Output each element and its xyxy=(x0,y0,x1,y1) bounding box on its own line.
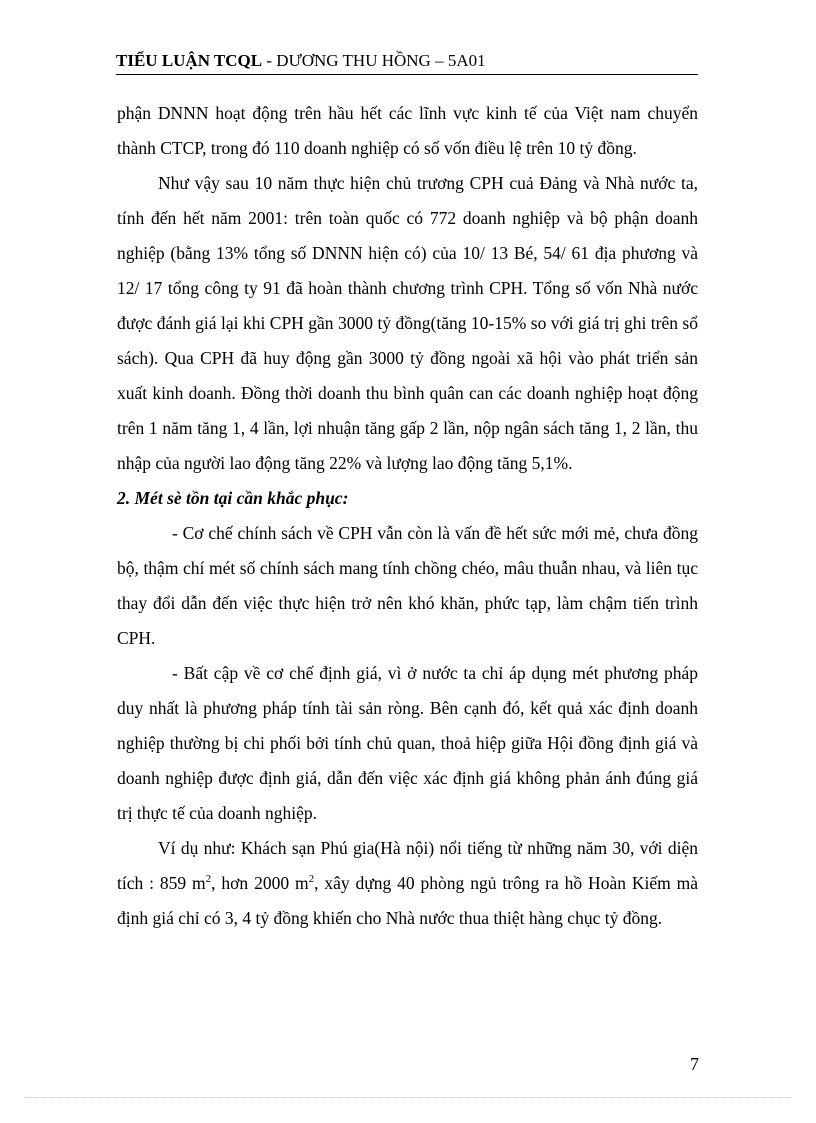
header-title-rest: - DƯƠNG THU HỒNG – 5A01 xyxy=(262,51,486,70)
paragraph-valuation-issue: - Bất cập về cơ chế định giá, vì ở nước ta chỉ áp dụng mét phương pháp duy nhất là phương pháp tính tài sản ròng. Bên cạnh đó, kết quả xác định doanh nghiệp thường bị chi phối bởi tính chủ quan, thoả hiệp giữa Hội đồng định giá và doanh nghiệp được định giá, dẫn đến việc xác định giá không phản ánh đúng giá trị thực tế của doanh nghiệp. xyxy=(117,663,698,823)
example-text-a: Ví dụ như: Khách sạn Phú gia(Hà nội) nổi tiếng từ những năm 30, với diện tích : 859 m xyxy=(117,838,698,893)
paragraph-policy-issue: - Cơ chế chính sách về CPH vẫn còn là vấn đề hết sức mới mẻ, chưa đồng bộ, thậm chí mét số chính sách mang tính chồng chéo, mâu thuẫn nhau, và liên tục thay đổi dẫn đến việc thực hiện trở nên khó khăn, phức tạp, làm chậm tiến trình CPH. xyxy=(117,523,698,648)
page-header xyxy=(116,50,698,75)
superscript-2: 2 xyxy=(308,873,315,886)
superscript-1: 2 xyxy=(205,873,212,886)
page-number: 7 xyxy=(690,1054,699,1074)
document-body xyxy=(117,96,698,936)
header-title-bold: TIỂU LUẬN TCQL xyxy=(116,51,263,70)
example-text-b: , hơn 2000 m xyxy=(211,873,309,893)
paragraph-continuation: phận DNNN hoạt động trên hầu hết các lĩnh vực kinh tế của Việt nam chuyển thành CTCP, trong đó 110 doanh nghiệp có số vốn điều lệ trên 10 tỷ đồng. xyxy=(117,103,698,158)
paragraph-example xyxy=(117,831,698,936)
section-heading: 2. Mét sè tồn tại cần khắc phục: xyxy=(117,488,349,508)
footer-divider xyxy=(24,1097,792,1098)
example-text-c: , xây dựng 40 phòng ngủ trông ra hồ Hoàn Kiếm mà định giá chỉ có 3, 4 tỷ đồng khiến cho Nhà nước thua thiệt hàng chục tỷ đồng. xyxy=(117,873,699,928)
paragraph-summary: Như vậy sau 10 năm thực hiện chủ trương CPH cuả Đảng và Nhà nước ta, tính đến hết năm 2001: trên toàn quốc có 772 doanh nghiệp và bộ phận doanh nghiệp (bằng 13% tổng số DNNN hiện có) của 10/ 13 Bé, 54/ 61 địa phương và 12/ 17 tổng công ty 91 đã hoàn thành chương trình CPH. Tổng số vốn Nhà nước được đánh giá lại khi CPH gần 3000 tỷ đồng(tăng 10-15% so với giá trị ghi trên sổ sách). Qua CPH đã huy động gần 3000 tỷ đồng ngoài xã hội vào phát triển sản xuất kinh doanh. Đồng thời doanh thu bình quân can các doanh nghiệp hoạt động trên 1 năm tăng 1, 4 lần, lợi nhuận tăng gấp 2 lần, nộp ngân sách tăng 1, 2 lần, thu nhập của người lao động tăng 22% và lượng lao động tăng 5,1%. xyxy=(117,173,698,473)
